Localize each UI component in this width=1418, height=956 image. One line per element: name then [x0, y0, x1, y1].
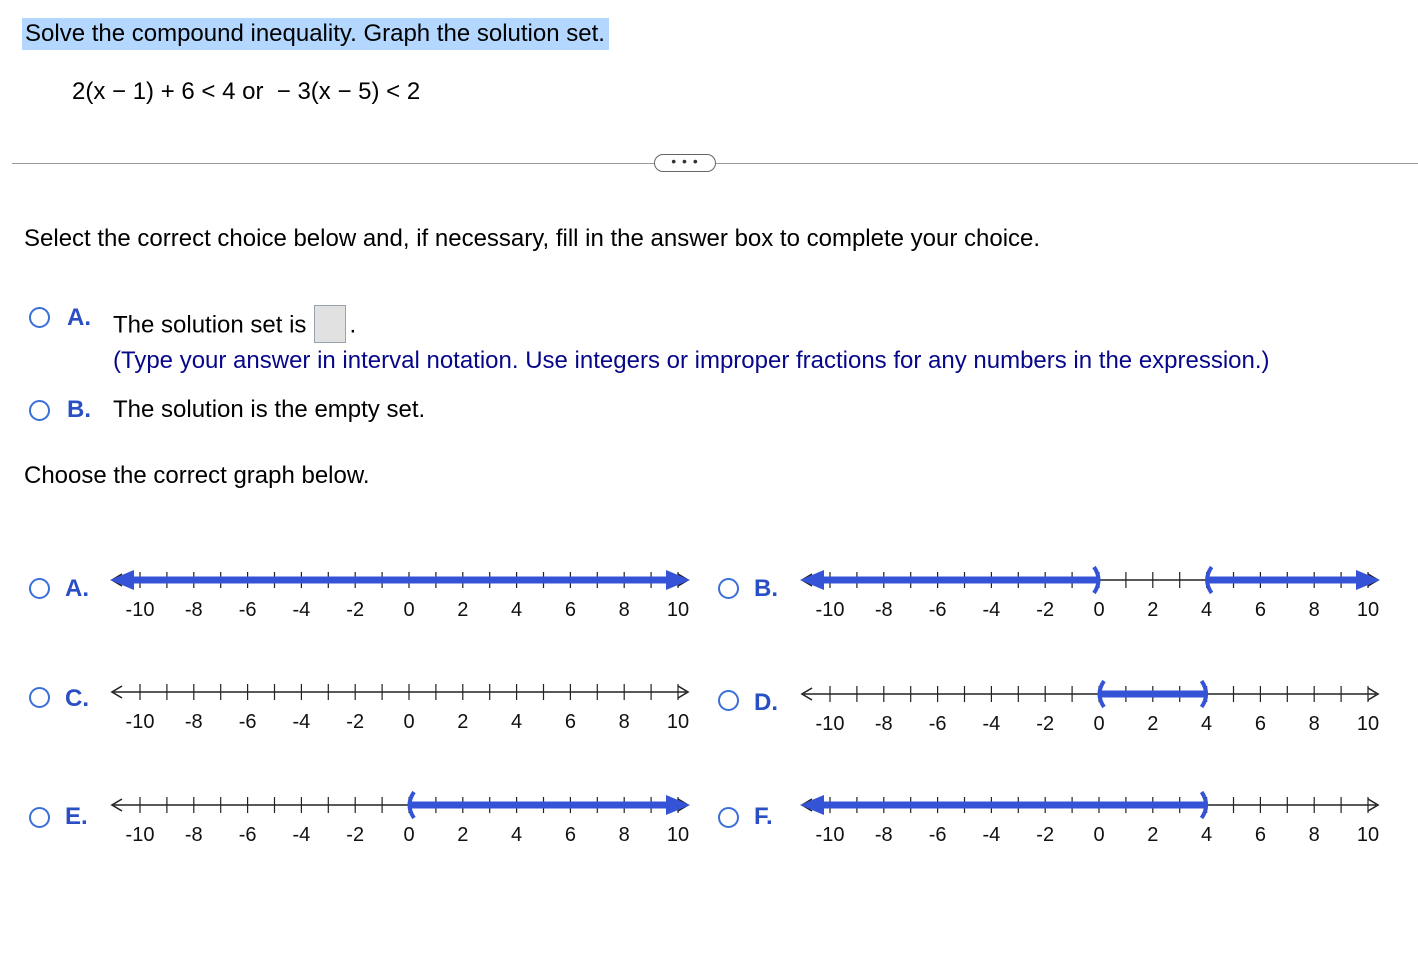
choice-b-text: The solution is the empty set.	[113, 396, 426, 423]
tick-label: -10	[815, 599, 845, 621]
tick-label: -6	[238, 599, 257, 621]
tick-label: -8	[184, 824, 203, 846]
tick-label: 8	[1308, 599, 1320, 621]
tick-label: 4	[511, 824, 523, 846]
number-line-graph-f[interactable]	[790, 785, 1400, 855]
tick-label: 10	[1356, 713, 1380, 735]
tick-label: 0	[403, 711, 415, 733]
tick-label: -4	[292, 599, 311, 621]
graph-b-letter: B.	[754, 575, 778, 602]
tick-label: 6	[1254, 599, 1266, 621]
solution-arrow-left	[110, 570, 134, 590]
graph-a-letter: A.	[65, 575, 89, 602]
tick-label: -2	[1036, 599, 1055, 621]
tick-label: 2	[1147, 599, 1159, 621]
tick-label: 10	[1356, 824, 1380, 846]
tick-label: 2	[1147, 713, 1159, 735]
tick-label: -2	[346, 711, 365, 733]
tick-label: -2	[1036, 713, 1055, 735]
radio-graph-f[interactable]	[718, 807, 739, 828]
radio-choice-a[interactable]	[29, 307, 50, 328]
choice-a-text	[113, 307, 356, 345]
tick-label: 8	[618, 711, 630, 733]
tick-label: -10	[125, 599, 155, 621]
tick-label: 2	[457, 711, 469, 733]
tick-label: -4	[982, 599, 1001, 621]
tick-label: -8	[874, 599, 893, 621]
tick-label: 0	[1093, 599, 1105, 621]
radio-graph-e[interactable]	[29, 807, 50, 828]
graph-prompt: Choose the correct graph below.	[24, 462, 370, 489]
tick-label: 2	[1147, 824, 1159, 846]
graph-f-letter: F.	[754, 803, 773, 830]
number-line-graph-e[interactable]	[100, 785, 710, 855]
number-line-graph-a[interactable]	[100, 560, 710, 630]
tick-label: 6	[564, 824, 576, 846]
tick-label: 8	[618, 599, 630, 621]
tick-label: 6	[564, 711, 576, 733]
tick-label: 6	[1254, 713, 1266, 735]
radio-graph-a[interactable]	[29, 578, 50, 599]
tick-label: 2	[457, 824, 469, 846]
answer-input[interactable]	[314, 305, 346, 343]
tick-label: -4	[292, 824, 311, 846]
tick-label: 0	[403, 599, 415, 621]
tick-label: -8	[874, 713, 893, 735]
choice-a-label: The solution set is	[113, 311, 307, 339]
tick-label: 4	[1201, 824, 1213, 846]
instruction-text: Select the correct choice below and, if necessary, fill in the answer box to complete your choice.	[24, 225, 1041, 252]
graph-d-letter: D.	[754, 689, 778, 716]
number-line-graph-d[interactable]	[790, 674, 1400, 744]
tick-label: -4	[982, 824, 1001, 846]
tick-label: 6	[1254, 824, 1266, 846]
tick-label: -6	[238, 711, 257, 733]
tick-label: -2	[346, 599, 365, 621]
tick-label: 0	[403, 824, 415, 846]
tick-label: 10	[666, 824, 690, 846]
tick-label: -4	[292, 711, 311, 733]
tick-label: 10	[1356, 599, 1380, 621]
tick-label: 0	[1093, 824, 1105, 846]
choice-a-hint: (Type your answer in interval notation. Use integers or improper fractions for any numbers in the expression.)	[113, 347, 1270, 374]
tick-label: 8	[1308, 713, 1320, 735]
tick-label: -6	[928, 599, 947, 621]
tick-label: 4	[511, 711, 523, 733]
more-options-button[interactable]: • • •	[654, 154, 716, 172]
tick-label: 10	[666, 599, 690, 621]
tick-label: -2	[1036, 824, 1055, 846]
tick-label: 2	[457, 599, 469, 621]
tick-label: -6	[928, 824, 947, 846]
tick-label: 0	[1093, 713, 1105, 735]
tick-label: -6	[928, 713, 947, 735]
tick-label: -10	[125, 824, 155, 846]
tick-label: -10	[815, 824, 845, 846]
graph-e-letter: E.	[65, 803, 88, 830]
choice-a-letter: A.	[67, 304, 91, 331]
question-prompt: Solve the compound inequality. Graph the solution set.	[22, 18, 609, 50]
tick-label: -8	[874, 824, 893, 846]
tick-label: -8	[184, 599, 203, 621]
inequality-expression: 2(x − 1) + 6 < 4 or − 3(x − 5) < 2	[72, 78, 421, 105]
tick-label: -6	[238, 824, 257, 846]
number-line-graph-b[interactable]	[790, 560, 1400, 630]
tick-label: 4	[511, 599, 523, 621]
tick-label: -8	[184, 711, 203, 733]
tick-label: 4	[1201, 599, 1213, 621]
solution-arrow-left	[800, 795, 824, 815]
tick-label: 8	[1308, 824, 1320, 846]
tick-label: 4	[1201, 713, 1213, 735]
tick-label: 8	[618, 824, 630, 846]
radio-graph-c[interactable]	[29, 687, 50, 708]
radio-graph-b[interactable]	[718, 578, 739, 599]
solution-arrow-left	[800, 570, 824, 590]
choice-a-period: .	[349, 311, 357, 339]
tick-label: -10	[815, 713, 845, 735]
choice-b-letter: B.	[67, 396, 91, 423]
tick-label: -2	[346, 824, 365, 846]
tick-label: -10	[125, 711, 155, 733]
graph-c-letter: C.	[65, 685, 89, 712]
tick-label: 10	[666, 711, 690, 733]
radio-choice-b[interactable]	[29, 400, 50, 421]
number-line-graph-c[interactable]	[100, 672, 710, 742]
radio-graph-d[interactable]	[718, 690, 739, 711]
tick-label: -4	[982, 713, 1001, 735]
tick-label: 6	[564, 599, 576, 621]
